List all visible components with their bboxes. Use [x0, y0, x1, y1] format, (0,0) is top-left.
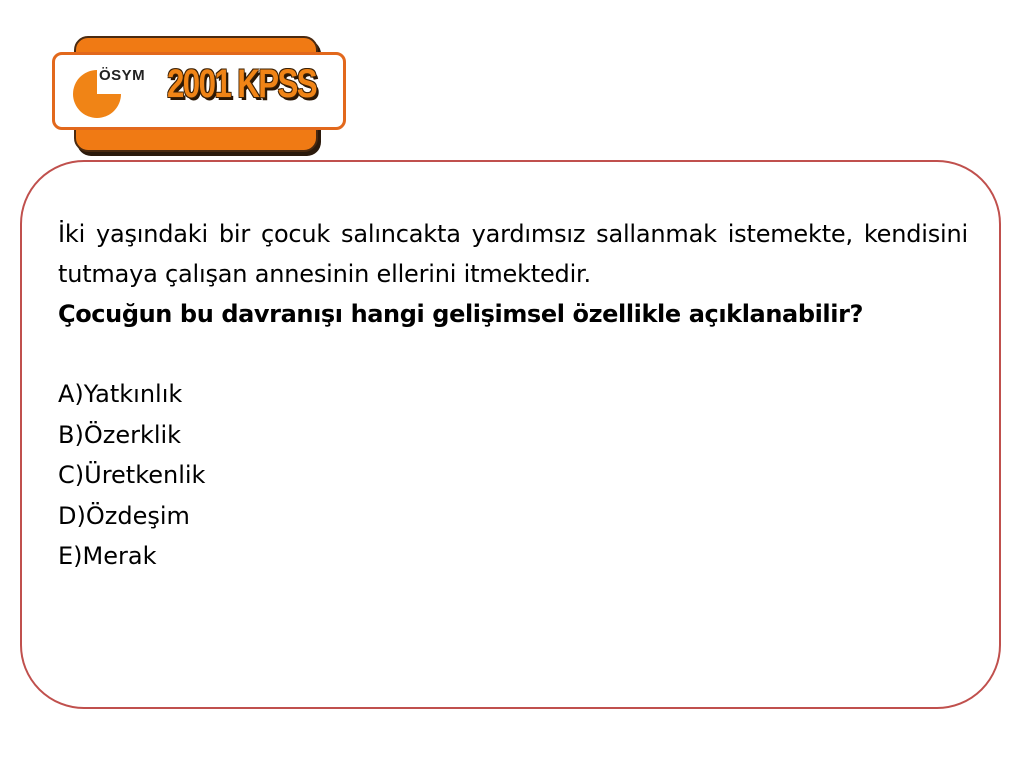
spacer [58, 334, 968, 374]
question-content [58, 214, 968, 577]
answer-option-a: A)Yatkınlık [58, 380, 183, 408]
answer-option-d: D)Özdeşim [58, 501, 190, 530]
page-title: 2001 KPSS [167, 62, 317, 106]
question-prompt: Çocuğun bu davranışı hangi gelişimsel özellikle açıklanabilir? [58, 300, 864, 328]
answer-option-e: E)Merak [58, 542, 157, 570]
answer-options [58, 374, 968, 577]
answer-option-c: C)Üretkenlik [58, 461, 206, 489]
osym-logo-text: ÖSYM [99, 67, 146, 84]
header-badge [50, 36, 346, 150]
answer-option-b: B)Özerklik [58, 420, 182, 449]
question-card [20, 160, 1001, 709]
question-stem: İki yaşındaki bir çocuk salıncakta yardımsız sallanmak istemekte, kendisini tutmaya çalışan annesinin ellerini itmektedir. [58, 220, 968, 288]
badge-label-panel [52, 52, 346, 130]
